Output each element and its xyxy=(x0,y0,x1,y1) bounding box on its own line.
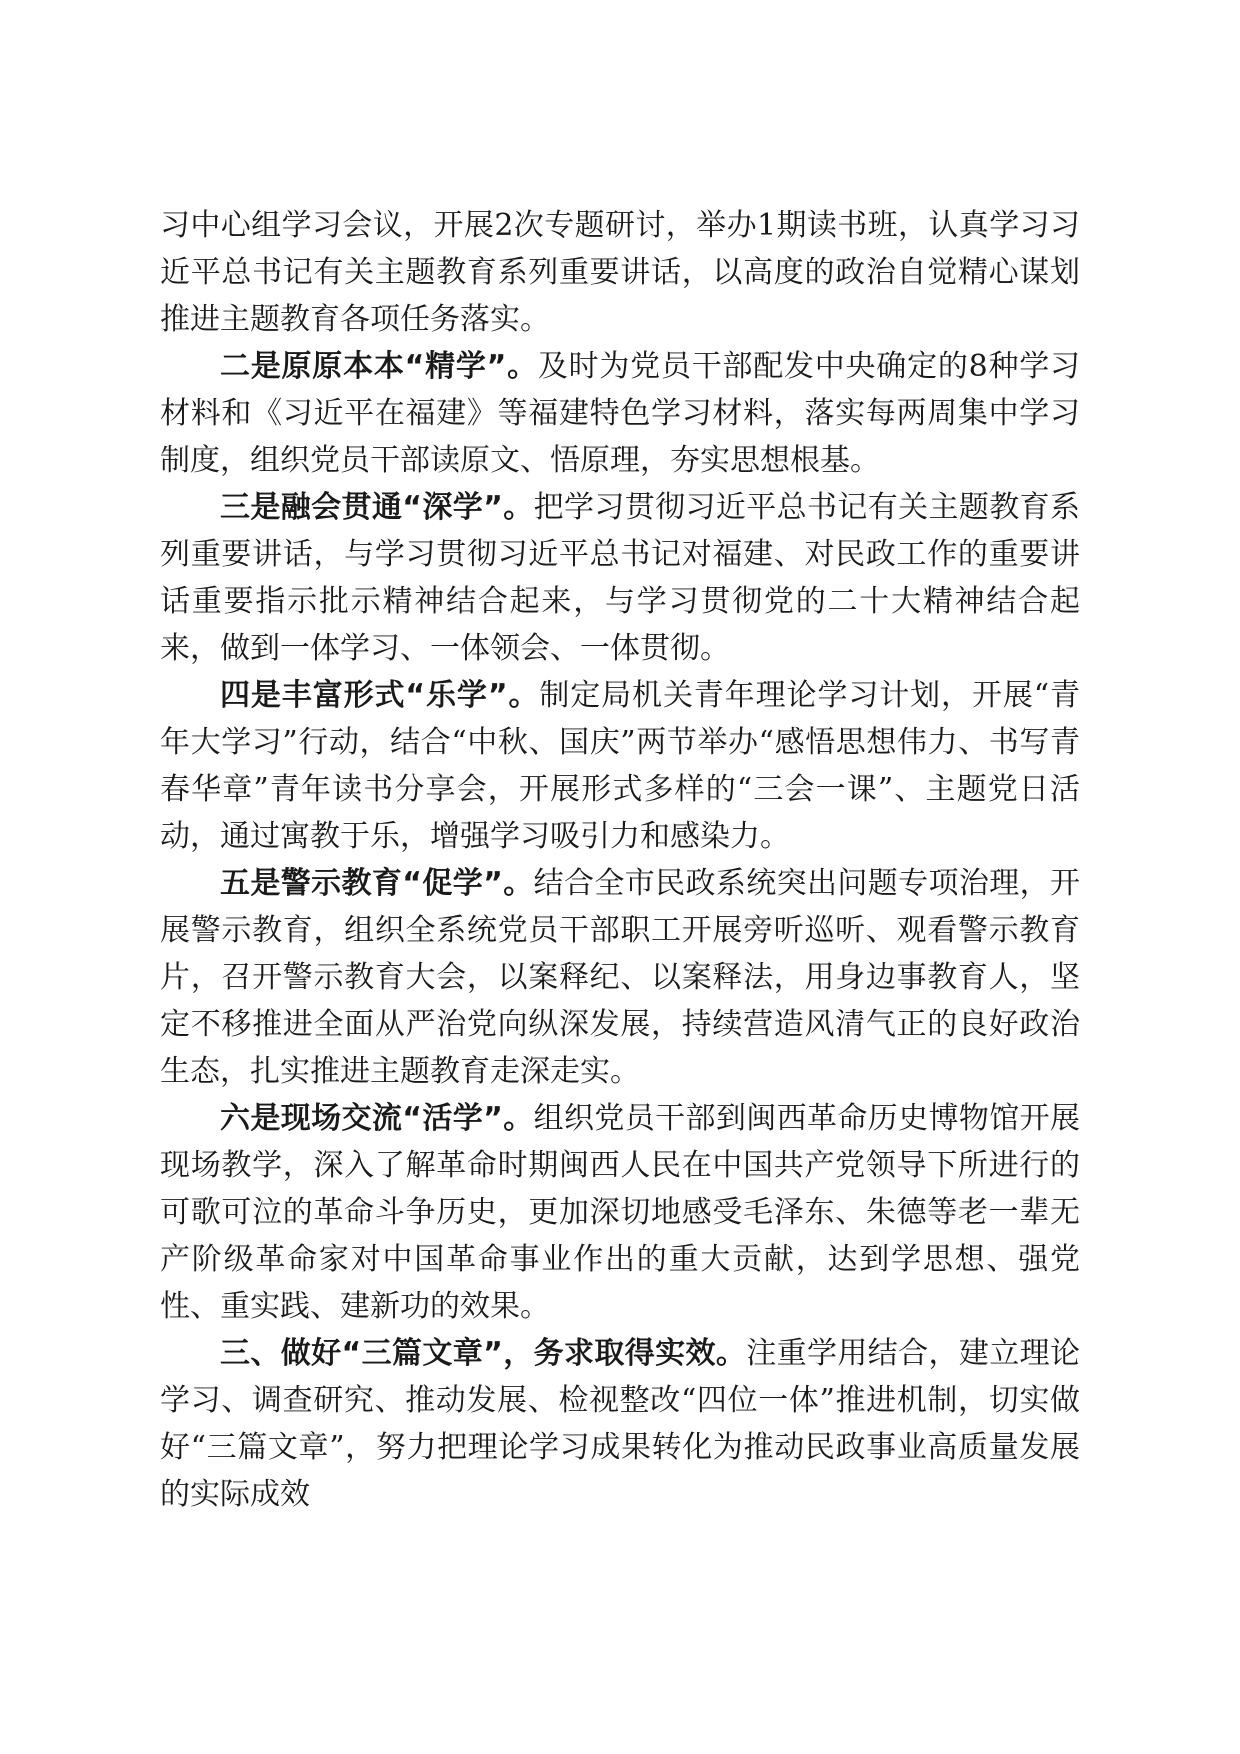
paragraph-heading: 二是原原本本“精学”。 xyxy=(220,349,538,384)
paragraph-heading: 四是丰富形式“乐学”。 xyxy=(220,678,540,713)
paragraph-huoxue xyxy=(160,1095,1080,1330)
paragraph-cuxue xyxy=(160,860,1080,1095)
paragraph-jingxue xyxy=(160,343,1080,484)
paragraph-text: 把学习贯彻习近平总书记有关主题教育系列重要讲话，与学习贯彻习近平总书记对福建、对民政工作的重要讲话重要指示批示精神结合起来，与学习贯彻党的二十大精神结合起来，做到一体学习、一体领会、一体贯彻。 xyxy=(160,490,1081,666)
paragraph-heading: 五是警示教育“促学”。 xyxy=(220,866,534,901)
section-heading: 三、做好“三篇文章”，务求取得实效。 xyxy=(220,1336,747,1371)
paragraph-text: 制定局机关青年理论学习计划，开展“青年大学习”行动，结合“中秋、国庆”两节举办“感悟思想伟力、书写青春华章”青年读书分享会，开展形式多样的“三会一课”、主题党日活动，通过寓教于乐，增强学习吸引力和感染力。 xyxy=(160,678,1080,854)
paragraph-text: 及时为党员干部配发中央确定的8种学习材料和《习近平在福建》等福建特色学习材料，落实每两周集中学习制度，组织党员干部读原文、悟原理，夯实思想根基。 xyxy=(160,349,1080,478)
paragraph-heading: 六是现场交流“活学”。 xyxy=(220,1101,534,1136)
paragraph-continuation xyxy=(160,202,1080,343)
paragraph-heading: 三是融会贯通“深学”。 xyxy=(220,490,534,525)
paragraph-text: 习中心组学习会议，开展2次专题研讨，举办1期读书班，认真学习习近平总书记有关主题教育系列重要讲话，以高度的政治自觉精心谋划推进主题教育各项任务落实。 xyxy=(160,208,1080,337)
paragraph-text: 注重学用结合，建立理论学习、调查研究、推动发展、检视整改“四位一体”推进机制，切实做好“三篇文章”，努力把理论学习成果转化为推动民政事业高质量发展的实际成效 xyxy=(160,1336,1081,1512)
paragraph-section-three xyxy=(160,1330,1080,1518)
paragraph-text: 组织党员干部到闽西革命历史博物馆开展现场教学，深入了解革命时期闽西人民在中国共产党领导下所进行的可歌可泣的革命斗争历史，更加深切地感受毛泽东、朱德等老一辈无产阶级革命家对中国革命事业作出的重大贡献，达到学思想、强党性、重实践、建新功的效果。 xyxy=(160,1101,1081,1324)
paragraph-shenxue xyxy=(160,484,1080,672)
document-page xyxy=(160,202,1080,1518)
paragraph-text: 结合全市民政系统突出问题专项治理，开展警示教育，组织全系统党员干部职工开展旁听巡听、观看警示教育片，召开警示教育大会，以案释纪、以案释法，用身边事教育人，坚定不移推进全面从严治党向纵深发展，持续营造风清气正的良好政治生态，扎实推进主题教育走深走实。 xyxy=(160,866,1081,1089)
paragraph-lexue xyxy=(160,672,1080,860)
